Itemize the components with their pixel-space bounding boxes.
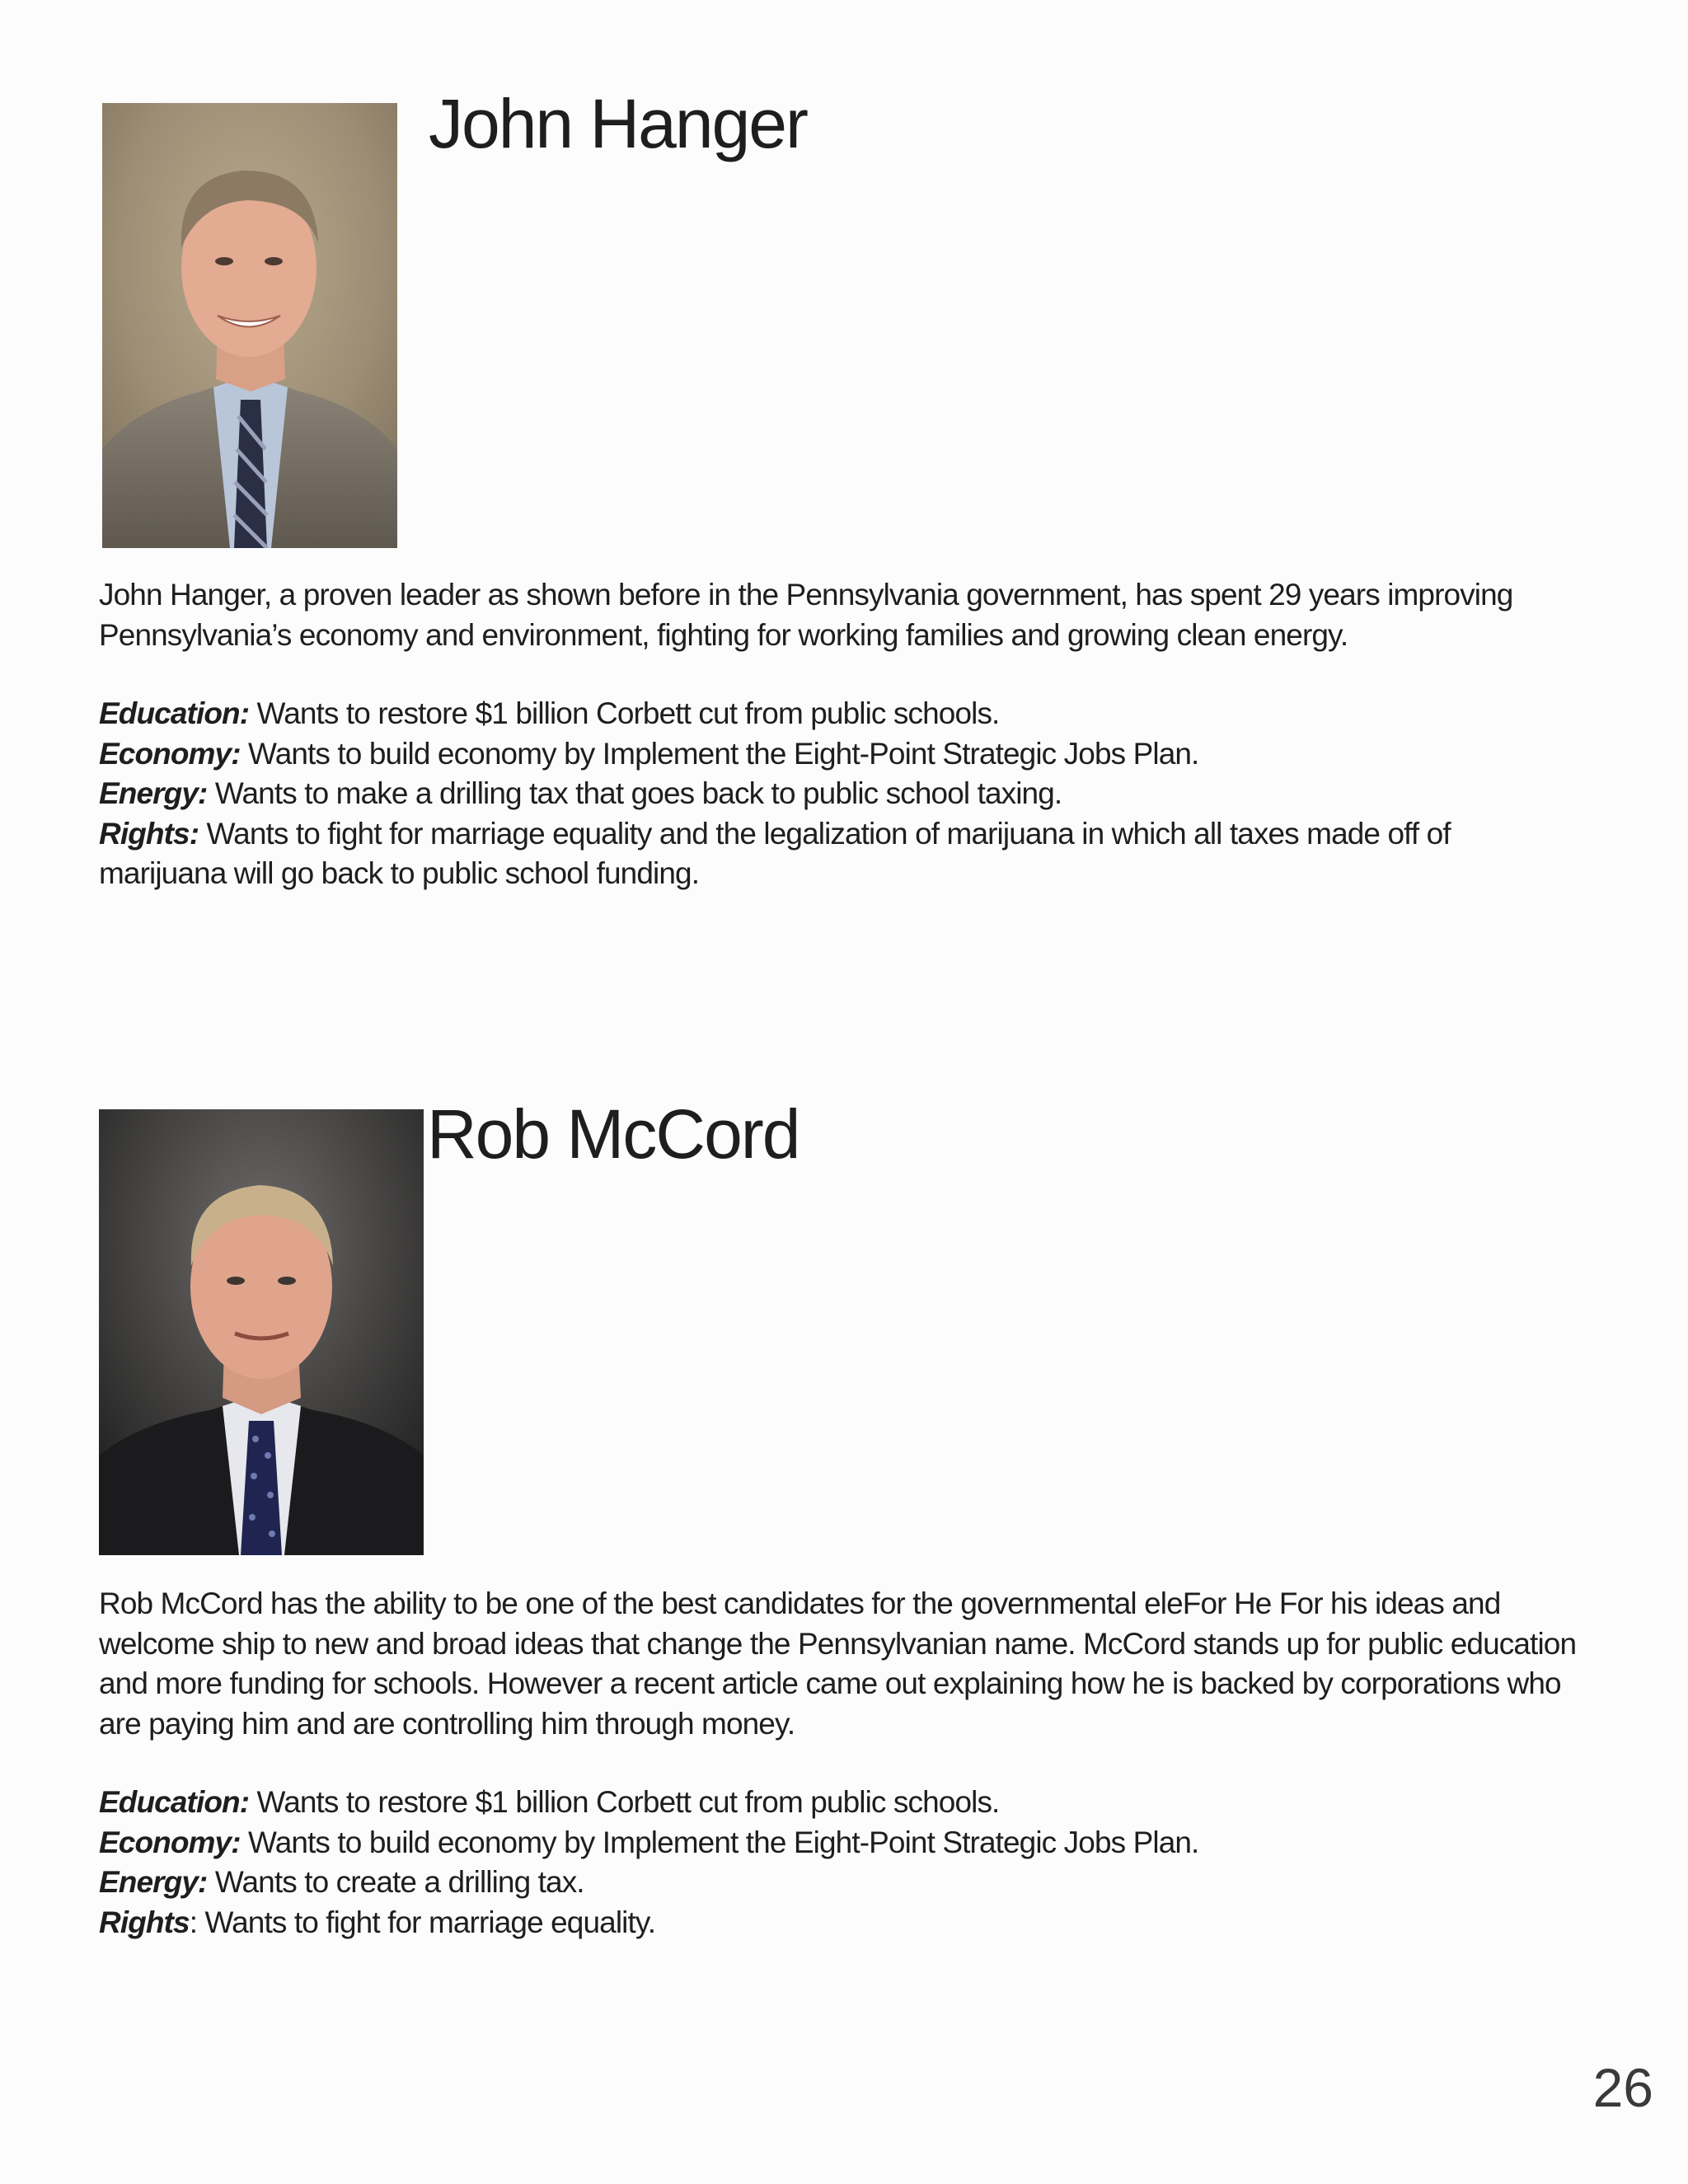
issue-item-economy (99, 734, 1582, 775)
issue-label: Rights: (99, 816, 199, 851)
issue-item-rights (99, 814, 1582, 894)
candidate-bio: Rob McCord has the ability to be one of the best candidates for the governmental eleFor He For his ideas and welcome ship to new and broad ideas that change the Pennsylvanian name. McCord stands up for public education and more funding for schools. However a recent article came out explaining how he is backed by corporations who are paying him and are controlling him through money. (99, 1586, 1577, 1741)
issue-label: Education: (99, 1785, 250, 1819)
issue-list (99, 1783, 1582, 1943)
issue-text: Wants to restore $1 billion Corbett cut from public schools. (249, 696, 1000, 730)
issue-text: Wants to build economy by Implement the Eight-Point Strategic Jobs Plan. (240, 736, 1199, 771)
issue-text: Wants to restore $1 billion Corbett cut from public schools. (249, 1785, 1000, 1819)
issue-label: Economy: (99, 1825, 241, 1859)
issue-text: Wants to fight for marriage equality and the legalization of marijuana in which all taxes made off of marijuana will go back to public school funding. (99, 816, 1451, 890)
issue-label: Rights (99, 1905, 190, 1939)
issue-item-education (99, 1783, 1582, 1823)
issue-text: Wants to create a drilling tax. (207, 1865, 584, 1899)
issue-item-energy (99, 1863, 1582, 1903)
issue-label: Education: (99, 696, 250, 730)
candidate-name: Rob McCord (427, 1095, 799, 1173)
page-number: 26 (1592, 2057, 1653, 2118)
issue-list (99, 694, 1582, 894)
issue-colon: : (189, 1905, 198, 1939)
issue-text: Wants to fight for marriage equality. (197, 1905, 656, 1939)
issue-item-education (99, 694, 1582, 734)
issue-text: Wants to build economy by Implement the Eight-Point Strategic Jobs Plan. (240, 1825, 1199, 1859)
candidate-photo-rob-mccord (99, 1109, 424, 1555)
issue-item-economy (99, 1823, 1582, 1863)
candidate-bio: John Hanger, a proven leader as shown before in the Pennsylvania government, has spent 29 years improving Pennsylvania’s economy and environment, fighting for working families and growing clean energy. (99, 578, 1513, 652)
issue-label: Energy: (99, 1865, 208, 1899)
candidate-name: John Hanger (429, 85, 807, 162)
issue-text: Wants to make a drilling tax that goes back to public school taxing. (207, 776, 1062, 810)
issue-label: Energy: (99, 776, 208, 810)
candidate-photo-john-hanger (102, 103, 397, 548)
issue-item-rights (99, 1903, 1582, 1943)
issue-item-energy (99, 774, 1582, 814)
issue-label: Economy: (99, 736, 241, 771)
